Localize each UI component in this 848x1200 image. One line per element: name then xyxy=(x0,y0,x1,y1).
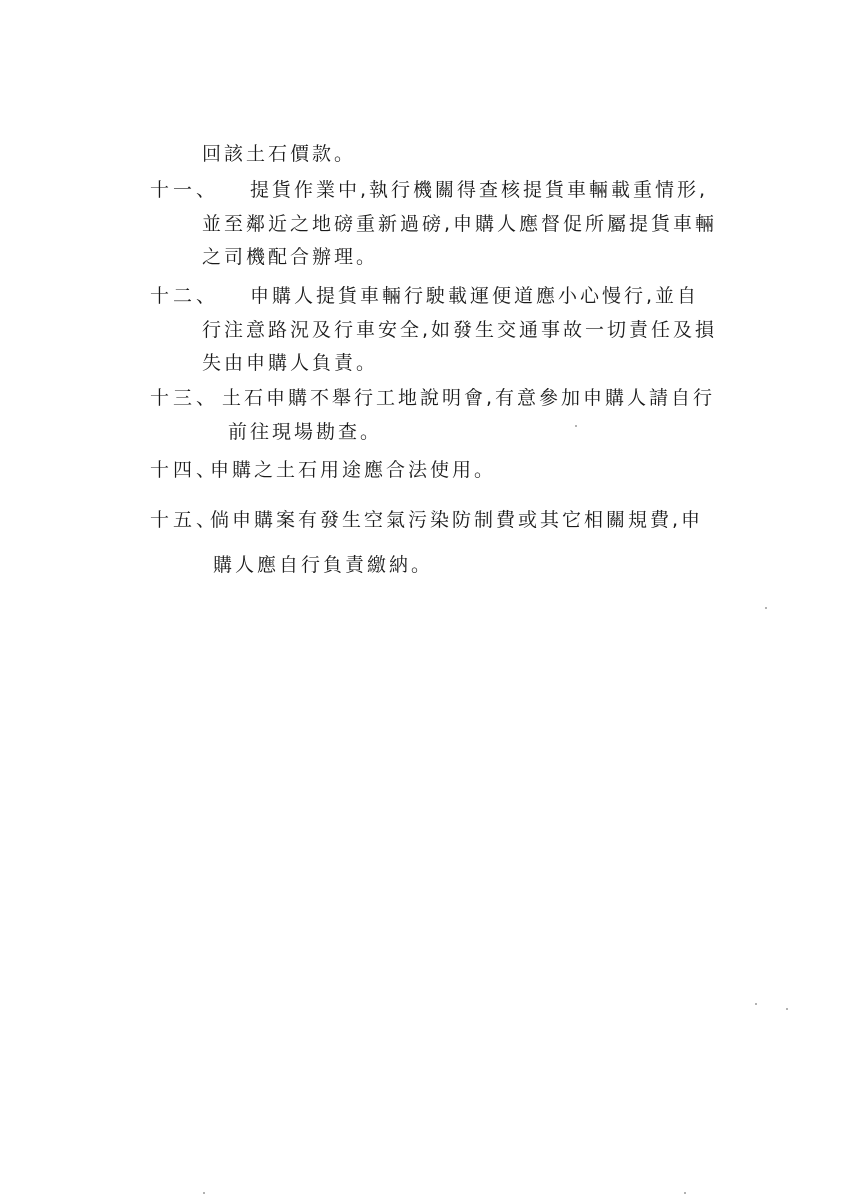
scan-speck xyxy=(684,1192,686,1194)
item-number: 十一、 xyxy=(150,179,220,201)
item-text-line: 購人應自行負責繳納。 xyxy=(213,554,434,576)
continuation-text: 回該土石價款。 xyxy=(202,143,357,165)
item-text-line: 土石申購不舉行工地說明會,有意參加申購人請自行 xyxy=(222,387,716,409)
scan-speck xyxy=(203,1192,205,1194)
item-text-line: 申購之土石用途應合法使用。 xyxy=(210,459,497,481)
item-text-line: 申購人提貨車輛行駛載運便道應小心慢行,並自 xyxy=(250,285,700,307)
item-number: 十二、 xyxy=(150,285,220,307)
item-number: 十四、 xyxy=(150,459,220,481)
item-text-line: 失由申購人負責。 xyxy=(202,352,379,374)
item-text-line: 前往現場勘查。 xyxy=(228,421,383,443)
item-text-line: 提貨作業中,執行機關得查核提貨車輛載重情形, xyxy=(250,179,709,201)
item-text-line: 並至鄰近之地磅重新過磅,申購人應督促所屬提貨車輛 xyxy=(202,213,718,235)
item-text-line: 之司機配合辦理。 xyxy=(202,246,379,268)
scan-speck xyxy=(765,607,767,609)
item-text-line: 倘申購案有發生空氣污染防制費或其它相關規費,申 xyxy=(210,509,704,531)
scan-speck xyxy=(575,425,577,427)
item-number: 十五、 xyxy=(150,509,220,531)
scan-speck xyxy=(755,1003,757,1005)
item-text-line: 行注意路況及行車安全,如發生交通事故一切責任及損 xyxy=(202,319,718,341)
item-number: 十三、 xyxy=(150,387,220,409)
scan-speck xyxy=(786,1008,788,1010)
